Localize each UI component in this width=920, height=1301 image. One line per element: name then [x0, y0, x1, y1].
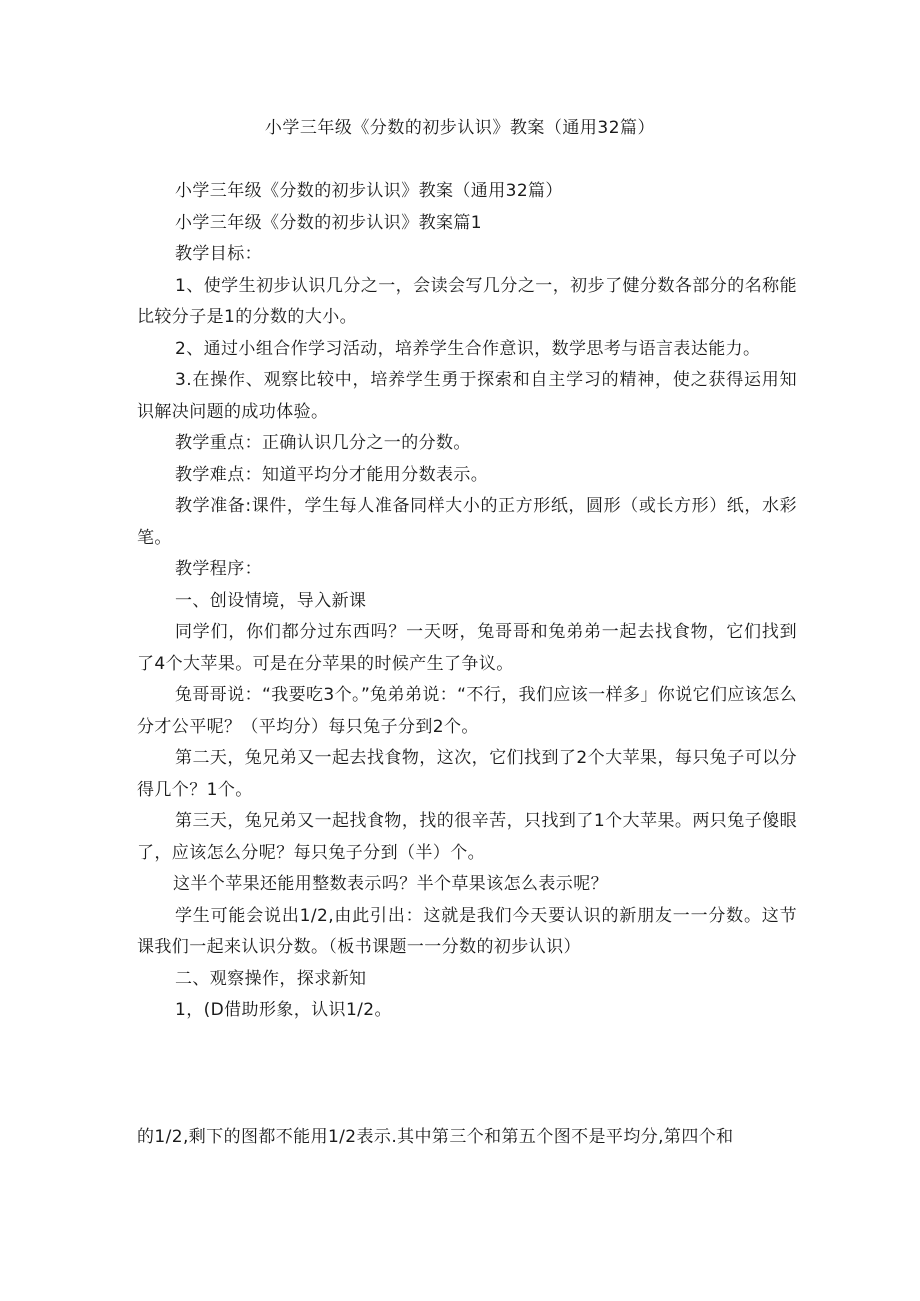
paragraph-story-2: 兔哥哥说：“我要吃3个。”兔弟弟说：“不行，我们应该一样多」你说它们应该怎么分才公平呢？（平均分）每只兔子分到2个。 — [137, 685, 797, 737]
paragraph-step-1-title: 一、创设情境，导入新课 — [175, 590, 367, 611]
paragraph-story-4: 第三天，兔兄弟又一起找食物，找的很辛苦，只找到了1个大苹果。两只兔子傻眼了，应该怎么分呢？每只兔子分到（半）个。 — [137, 811, 797, 863]
paragraph-section-title: 小学三年级《分数的初步认识》教案篇1 — [175, 212, 483, 233]
paragraph-objective-2: 2、通过小组合作学习活动，培养学生合作意识，数学思考与语言表达能力。 — [175, 338, 761, 359]
document-title: 小学三年级《分数的初步认识》教案（通用32篇） — [264, 118, 656, 138]
document-body — [137, 176, 797, 1027]
paragraph-introduction: 学生可能会说出1/2,由此引出：这就是我们今天要认识的新朋友一一分数。这节课我们一起来认识分数。（板书课题一一分数的初步认识） — [137, 905, 797, 957]
paragraph-preparation: 教学准备:课件，学生每人准备同样大小的正方形纸，圆形（或长方形）纸，水彩笔。 — [137, 496, 797, 548]
paragraph-objective-1: 1、使学生初步认识几分之一，会读会写几分之一，初步了健分数各部分的名称能比较分子是1的分数的大小。 — [137, 275, 797, 327]
paragraph-objective-3: 3.在操作、观察比较中，培养学生勇于探索和自主学习的精神，使之获得运用知识解决问题的成功体验。 — [137, 370, 797, 422]
paragraph-step-2-title: 二、观察操作，探求新知 — [175, 968, 367, 989]
paragraph-fragment: 的1/2,剩下的图都不能用1/2表示.其中第三个和第五个图不是平均分,第四个和 — [137, 1127, 734, 1147]
paragraph-story-3: 第二天，兔兄弟又一起去找食物，这次，它们找到了2个大苹果，每只兔子可以分得几个？1个。 — [137, 748, 797, 800]
paragraph-heading: 小学三年级《分数的初步认识》教案（通用32篇） — [175, 181, 563, 201]
paragraph-objectives-label: 教学目标： — [175, 244, 262, 264]
paragraph-difficulty: 教学难点：知道平均分才能用分数表示。 — [175, 464, 489, 485]
paragraph-question: 这半个苹果还能用整数表示吗？半个草果该怎么表示呢？ — [173, 874, 608, 894]
paragraph-story-1: 同学们，你们都分过东西吗？一天呀，兔哥哥和兔弟弟一起去找食物，它们找到了4个大苹果。可是在分苹果的时候产生了争议。 — [137, 622, 797, 674]
paragraph-step-2-item-1: 1，(D借助形象，认识1/2。 — [175, 1000, 392, 1020]
paragraph-key-point: 教学重点：正确认识几分之一的分数。 — [175, 433, 471, 453]
paragraph-procedure-label: 教学程序： — [175, 559, 262, 579]
